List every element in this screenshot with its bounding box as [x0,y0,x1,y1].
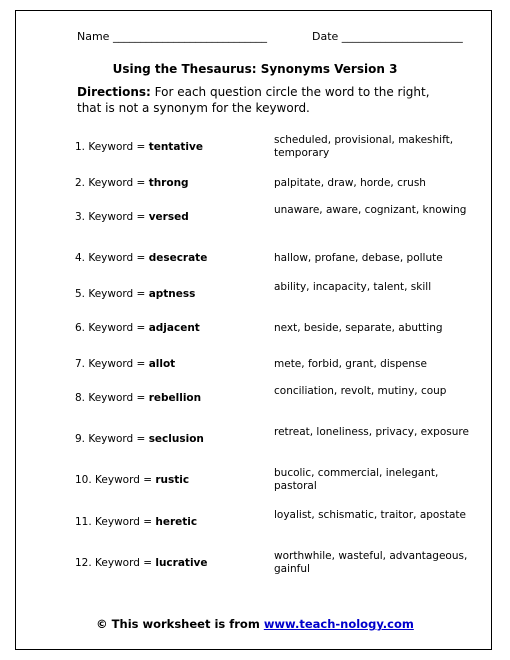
question-keyword [75,141,203,153]
question-keyword [75,392,201,404]
question-keyword [75,177,189,189]
question-keyword [75,433,204,445]
keyword: rebellion [148,392,202,404]
directions-text: For each question circle the word to the right, that is not a synonym for the keyword. [77,85,430,115]
keyword: allot [148,358,176,370]
question-prefix: 3. Keyword = [75,211,149,223]
question-keyword [75,322,200,334]
question-keyword [75,288,195,300]
keyword: versed [148,211,189,223]
question-options: retreat, loneliness, privacy, exposure [274,426,469,438]
question-prefix: 6. Keyword = [75,322,149,334]
keyword: throng [148,177,189,189]
question-prefix: 4. Keyword = [75,252,149,264]
question-prefix: 5. Keyword = [75,288,149,300]
question-prefix: 11. Keyword = [75,516,156,528]
question-options: worthwhile, wasteful, advantageous, gainful [274,550,468,575]
question-keyword [75,474,189,486]
question-keyword [75,252,207,264]
question-keyword [75,557,208,569]
date-field: Date ______________________ [312,30,463,43]
question-options: conciliation, revolt, mutiny, coup [274,385,447,397]
question-options: next, beside, separate, abutting [274,322,443,334]
question-options: mete, forbid, grant, dispense [274,358,427,370]
name-field: Name ____________________________ [77,30,267,43]
keyword: desecrate [148,252,208,264]
keyword: aptness [148,288,196,300]
keyword: seclusion [148,433,204,445]
keyword: tentative [148,141,203,153]
question-keyword [75,358,175,370]
keyword: heretic [155,516,198,528]
question-prefix: 12. Keyword = [75,557,156,569]
footer-link[interactable]: www.teach-nology.com [263,617,414,631]
question-options: palpitate, draw, horde, crush [274,177,426,189]
keyword: lucrative [155,557,208,569]
directions [77,84,447,116]
footer [0,617,510,631]
question-prefix: 8. Keyword = [75,392,149,404]
question-prefix: 9. Keyword = [75,433,149,445]
question-prefix: 1. Keyword = [75,141,149,153]
question-keyword [75,211,189,223]
keyword: rustic [155,474,190,486]
question-options: unaware, aware, cognizant, knowing [274,204,467,216]
question-options: hallow, profane, debase, pollute [274,252,443,264]
question-options: bucolic, commercial, inelegant, pastoral [274,467,439,492]
directions-label: Directions: [77,85,151,99]
footer-text: © This worksheet is from [96,617,264,631]
question-prefix: 2. Keyword = [75,177,149,189]
question-prefix: 7. Keyword = [75,358,149,370]
question-options: loyalist, schismatic, traitor, apostate [274,509,466,521]
question-prefix: 10. Keyword = [75,474,156,486]
worksheet-title: Using the Thesaurus: Synonyms Version 3 [112,62,398,76]
question-options: ability, incapacity, talent, skill [274,281,432,293]
keyword: adjacent [148,322,200,334]
question-options: scheduled, provisional, makeshift, temporary [274,134,454,159]
question-keyword [75,516,197,528]
